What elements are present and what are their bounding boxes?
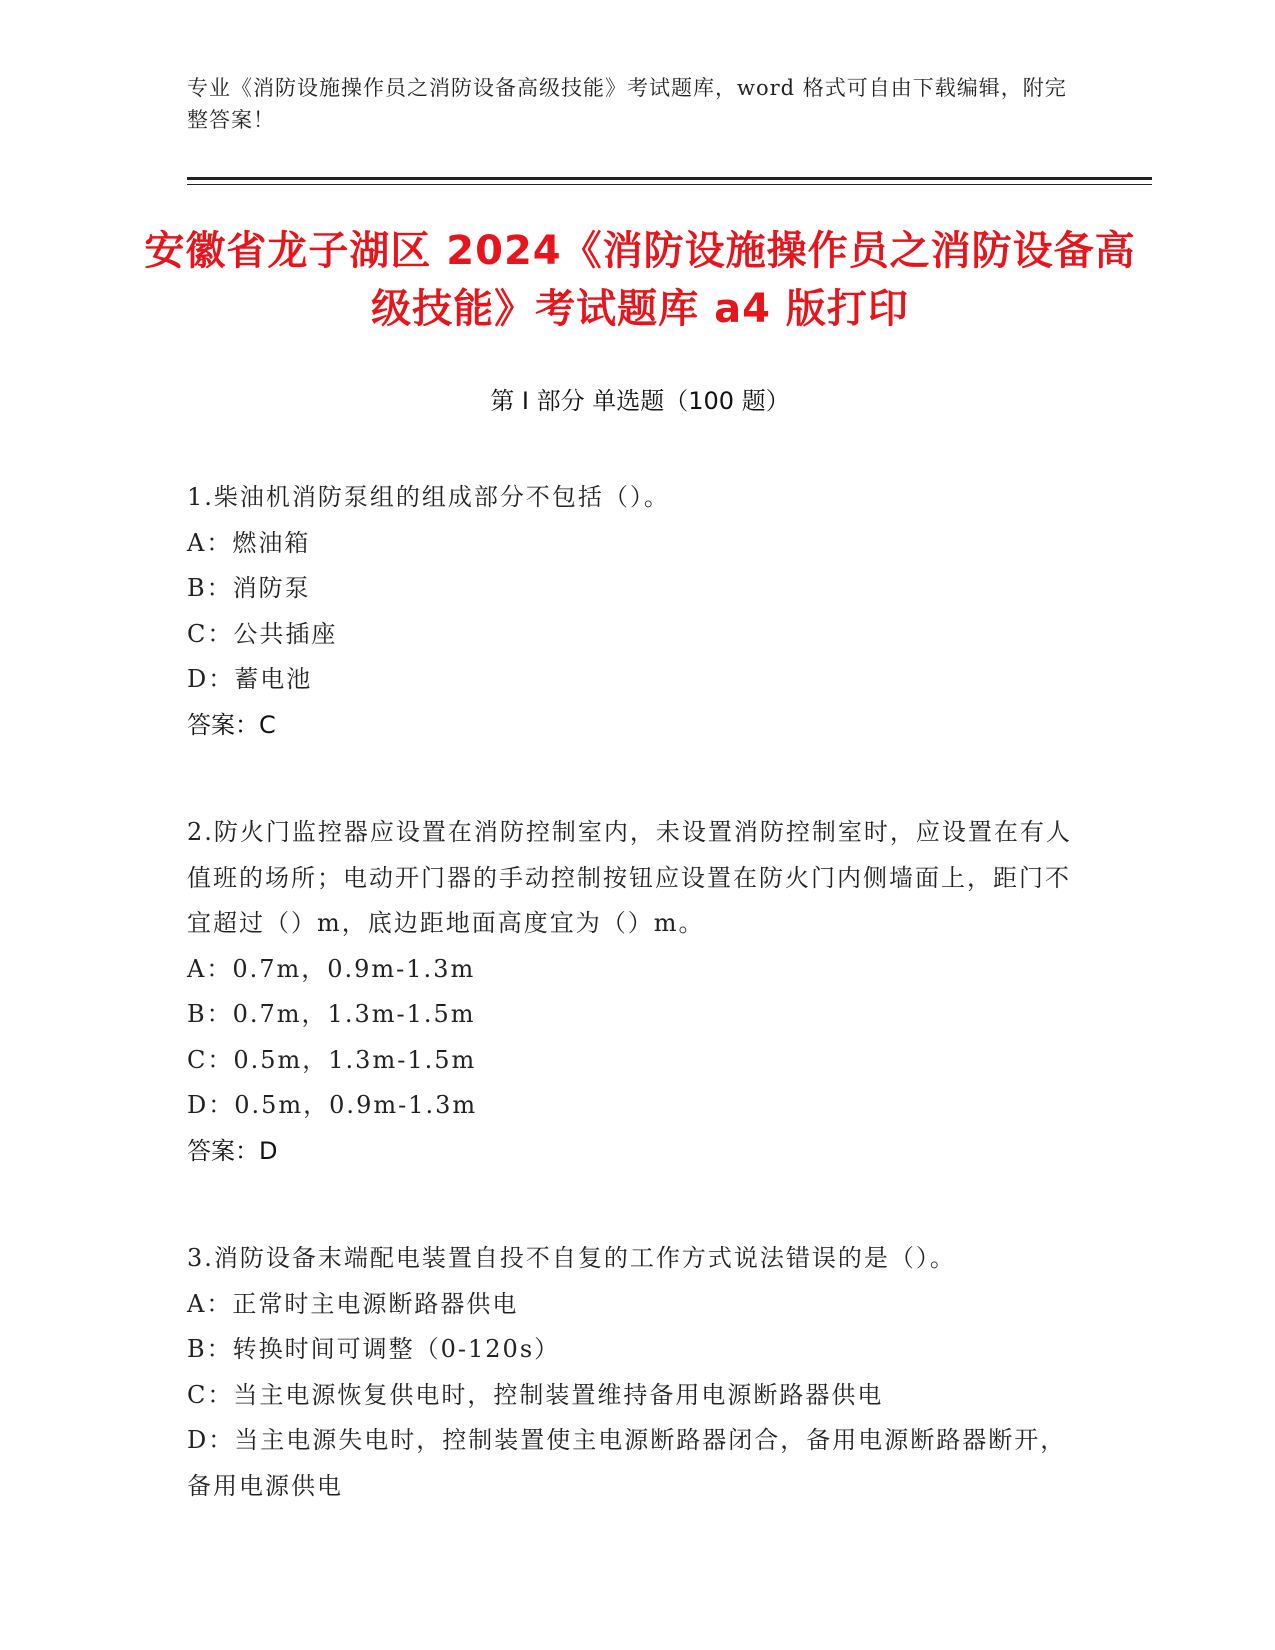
option-a: A：0.7m，0.9m-1.3m [187,954,476,983]
option-a: A：正常时主电源断路器供电 [187,1289,519,1318]
option-b: B：消防泵 [187,574,311,602]
option-d: D：0.5m，0.9m-1.3m [187,1091,478,1119]
question-2 [187,810,1087,1174]
question-3 [187,1236,1087,1509]
option-c: C：公共插座 [187,619,338,648]
header-note: 专业《消防设施操作员之消防设备高级技能》考试题库，word 格式可自由下载编辑，附完整答案！ [187,76,1067,132]
question-gap [187,748,1087,810]
question-list [187,475,1087,1509]
question-stem: 2.防火门监控器应设置在消防控制室内，未设置消防控制室时，应设置在有人值班的场所；电动开门器的手动控制按钮应设置在防火门内侧墙面上，距门不宜超过（）m，底边距地面高度宜为（）m。 [187,818,1072,937]
question-gap [187,1174,1087,1236]
answer: 答案：C [187,710,276,739]
question-1 [187,475,1087,748]
question-stem: 1.柴油机消防泵组的组成部分不包括（）。 [187,483,670,511]
question-stem: 3.消防设备末端配电装置自投不自复的工作方式说法错误的是（）。 [187,1244,956,1272]
header-rule-thin [187,184,1152,185]
option-b: B：0.7m，1.3m-1.5m [187,1000,476,1028]
option-c: C：0.5m，1.3m-1.5m [187,1045,477,1074]
section-title: 第 I 部分 单选题（100 题） [490,387,790,415]
option-d: D：当主电源失电时，控制装置使主电源断路器闭合，备用电源断路器断开，备用电源供电 [187,1426,1067,1500]
document-title: 安徽省龙子湖区 2024《消防设施操作员之消防设备高级技能》考试题库 a4 版打印 [144,228,1136,332]
option-a: A：燃油箱 [187,528,311,557]
option-c: C：当主电源恢复供电时，控制装置维持备用电源断路器供电 [187,1380,884,1409]
header-rule-thick [187,177,1152,180]
option-b: B：转换时间可调整（0-120s） [187,1335,561,1363]
answer: 答案：D [187,1136,278,1165]
option-d: D：蓄电池 [187,665,313,693]
